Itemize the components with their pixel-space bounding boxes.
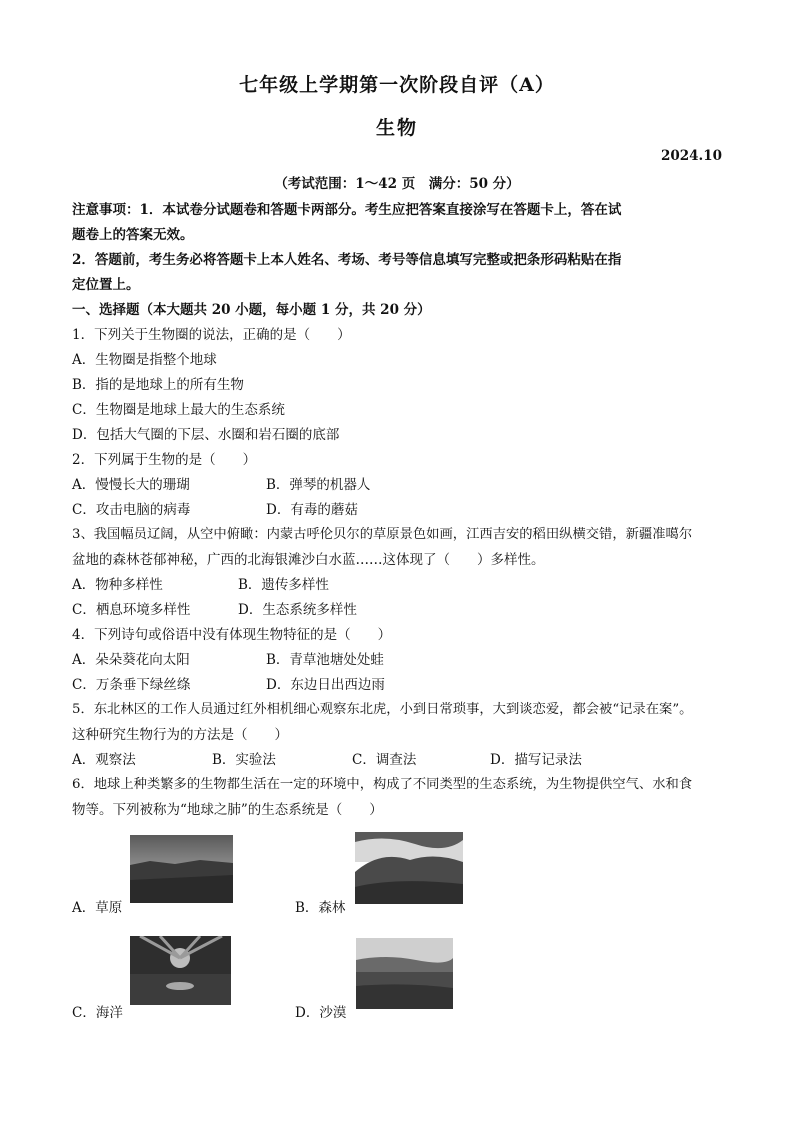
q3-option-d: D．生态系统多样性 bbox=[238, 602, 357, 618]
q5-stem-1: 5．东北林区的工作人员通过红外相机细心观察东北虎，小到日常琐事，大到谈恋爱，都会被“记录在案”。 bbox=[72, 702, 693, 717]
notice-line-3: 2．答题前，考生务必将答题卡上本人姓名、考场、考号等信息填写完整或把条形码粘贴在指 bbox=[72, 252, 622, 268]
q5-option-c: C．调查法 bbox=[352, 752, 417, 768]
q1-stem: 1．下列关于生物圈的说法，正确的是（ ） bbox=[72, 327, 351, 343]
q6-option-b: B．森林 bbox=[295, 900, 346, 916]
q5-stem-2: 这种研究生物行为的方法是（ ） bbox=[72, 727, 288, 743]
q6-stem-2: 物等。下列被称为“地球之肺”的生态系统是（ ） bbox=[72, 802, 383, 818]
q2-option-d: D．有毒的蘑菇 bbox=[266, 502, 358, 518]
q3-option-c: C．栖息环境多样性 bbox=[72, 602, 191, 618]
exam-scope: （考试范围：1～42 页 满分：50 分） bbox=[274, 176, 520, 192]
q1-option-c: C．生物圈是地球上最大的生态系统 bbox=[72, 402, 285, 418]
q1-option-a: A．生物圈是指整个地球 bbox=[72, 352, 217, 368]
q4-option-c: C．万条垂下绿丝绦 bbox=[72, 677, 191, 693]
exam-date: 2024.10 bbox=[660, 148, 722, 164]
notice-line-4: 定位置上。 bbox=[72, 277, 140, 293]
notice-line-1: 注意事项：1．本试卷分试题卷和答题卡两部分。考生应把答案直接涂写在答题卡上，答在试 bbox=[72, 202, 622, 218]
q2-stem: 2．下列属于生物的是（ ） bbox=[72, 452, 257, 468]
ocean-photo bbox=[130, 936, 231, 1005]
desert-photo bbox=[356, 938, 453, 1009]
q4-option-a: A．朵朵葵花向太阳 bbox=[72, 652, 190, 668]
q3-stem-1: 3、我国幅员辽阔，从空中俯瞰：内蒙古呼伦贝尔的草原景色如画，江西吉安的稻田纵横交错，新疆准噶尔 bbox=[72, 527, 693, 542]
forest-photo bbox=[355, 832, 463, 904]
q5-option-b: B．实验法 bbox=[212, 752, 276, 768]
q2-option-a: A．慢慢长大的珊瑚 bbox=[72, 477, 190, 493]
q3-stem-2: 盆地的森林苍郁神秘，广西的北海银滩沙白水蓝……这体现了（ ）多样性。 bbox=[72, 552, 545, 568]
notice-line-2: 题卷上的答案无效。 bbox=[72, 227, 194, 243]
q2-option-c: C．攻击电脑的病毒 bbox=[72, 502, 191, 518]
q4-option-b: B．青草池塘处处蛙 bbox=[266, 652, 384, 668]
q6-option-d: D．沙漠 bbox=[295, 1005, 347, 1021]
q4-option-d: D．东边日出西边雨 bbox=[266, 677, 385, 693]
q2-option-b: B．弹琴的机器人 bbox=[266, 477, 371, 493]
q5-option-a: A．观察法 bbox=[72, 752, 136, 768]
q4-stem: 4．下列诗句或俗语中没有体现生物特征的是（ ） bbox=[72, 627, 392, 643]
grassland-photo bbox=[130, 835, 233, 903]
q1-option-b: B．指的是地球上的所有生物 bbox=[72, 377, 244, 393]
q6-option-a: A．草原 bbox=[72, 900, 123, 916]
section-heading: 一、选择题（本大题共 20 小题，每小题 1 分，共 20 分） bbox=[72, 302, 431, 318]
q3-option-a: A．物种多样性 bbox=[72, 577, 163, 593]
q1-option-d: D．包括大气圈的下层、水圈和岩石圈的底部 bbox=[72, 427, 340, 443]
q6-stem-1: 6．地球上种类繁多的生物都生活在一定的环境中，构成了不同类型的生态系统，为生物提供空气、水和食 bbox=[72, 777, 693, 792]
q3-option-b: B．遗传多样性 bbox=[238, 577, 329, 593]
subject-title: 生物 bbox=[375, 117, 418, 139]
q6-option-c: C．海洋 bbox=[72, 1005, 123, 1021]
q5-option-d: D．描写记录法 bbox=[490, 752, 582, 768]
page-title: 七年级上学期第一次阶段自评（A） bbox=[239, 74, 555, 96]
